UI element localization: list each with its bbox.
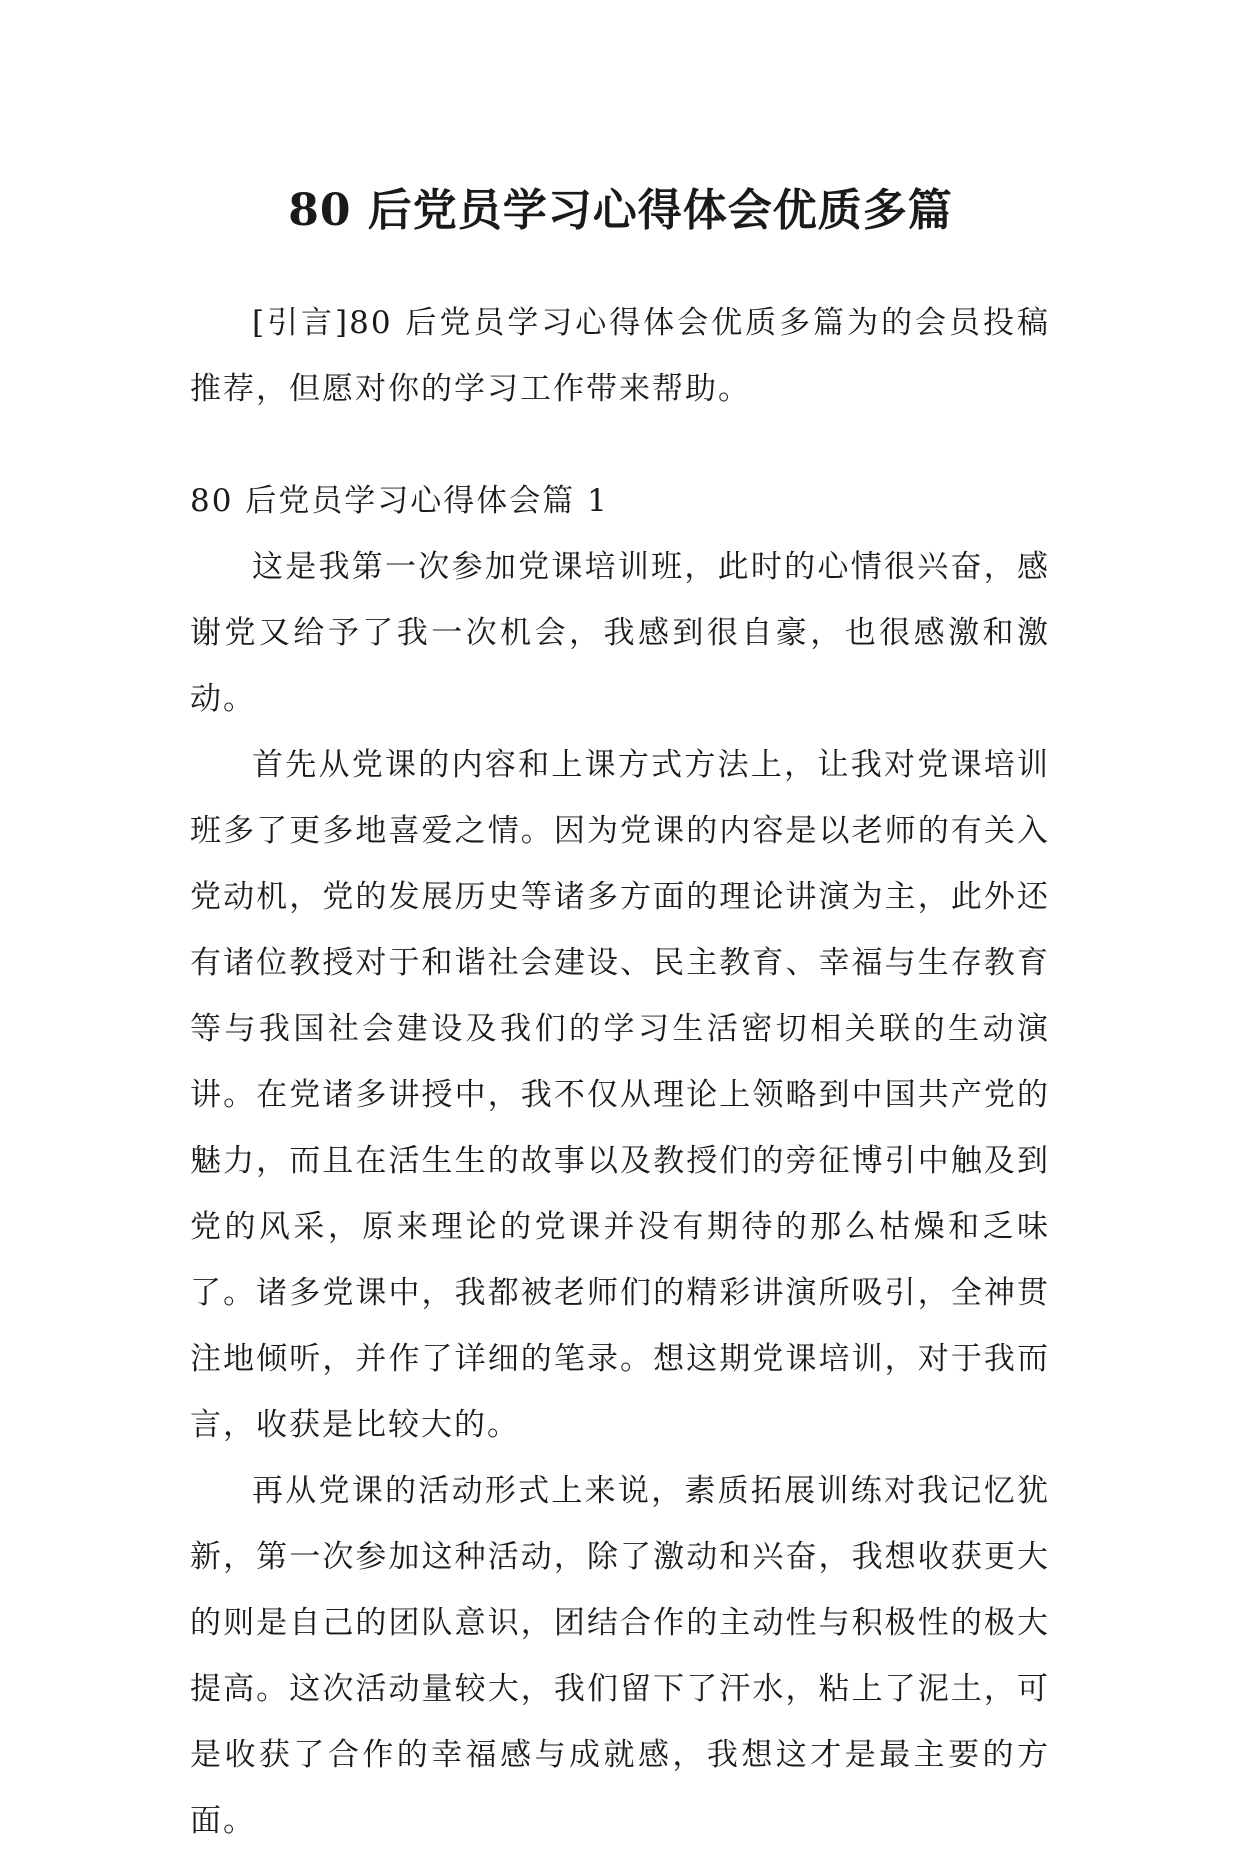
document-body xyxy=(190,290,1050,1854)
section-heading: 80 后党员学习心得体会篇 1 xyxy=(190,483,609,519)
body-paragraph-2: 首先从党课的内容和上课方式方法上，让我对党课培训班多了更多地喜爱之情。因为党课的内容是以老师的有关入党动机，党的发展历史等诸多方面的理论讲演为主，此外还有诸位教授对于和谐社会建设、民主教育、幸福与生存教育等与我国社会建设及我们的学习生活密切相关联的生动演讲。在党诸多讲授中，我不仅从理论上领略到中国共产党的魅力，而且在活生生的故事以及教授们的旁征博引中触及到党的风采，原来理论的党课并没有期待的那么枯燥和乏味了。诸多党课中，我都被老师们的精彩讲演所吸引，全神贯注地倾听，并作了详细的笔录。想这期党课培训，对于我而言，收获是比较大的。 xyxy=(190,747,1050,1443)
document-title: 80 后党员学习心得体会优质多篇 xyxy=(288,185,953,237)
body-paragraph-1: 这是我第一次参加党课培训班，此时的心情很兴奋，感谢党又给予了我一次机会，我感到很自豪，也很感激和激动。 xyxy=(190,549,1050,717)
body-paragraph-3: 再从党课的活动形式上来说，素质拓展训练对我记忆犹新，第一次参加这种活动，除了激动和兴奋，我想收获更大的则是自己的团队意识，团结合作的主动性与积极性的极大提高。这次活动量较大，我们留下了汗水，粘上了泥土，可是收获了合作的幸福感与成就感，我想这才是最主要的方面。 xyxy=(190,1473,1050,1839)
intro-paragraph: [引言]80 后党员学习心得体会优质多篇为的会员投稿推荐，但愿对你的学习工作带来帮助。 xyxy=(190,305,1050,407)
